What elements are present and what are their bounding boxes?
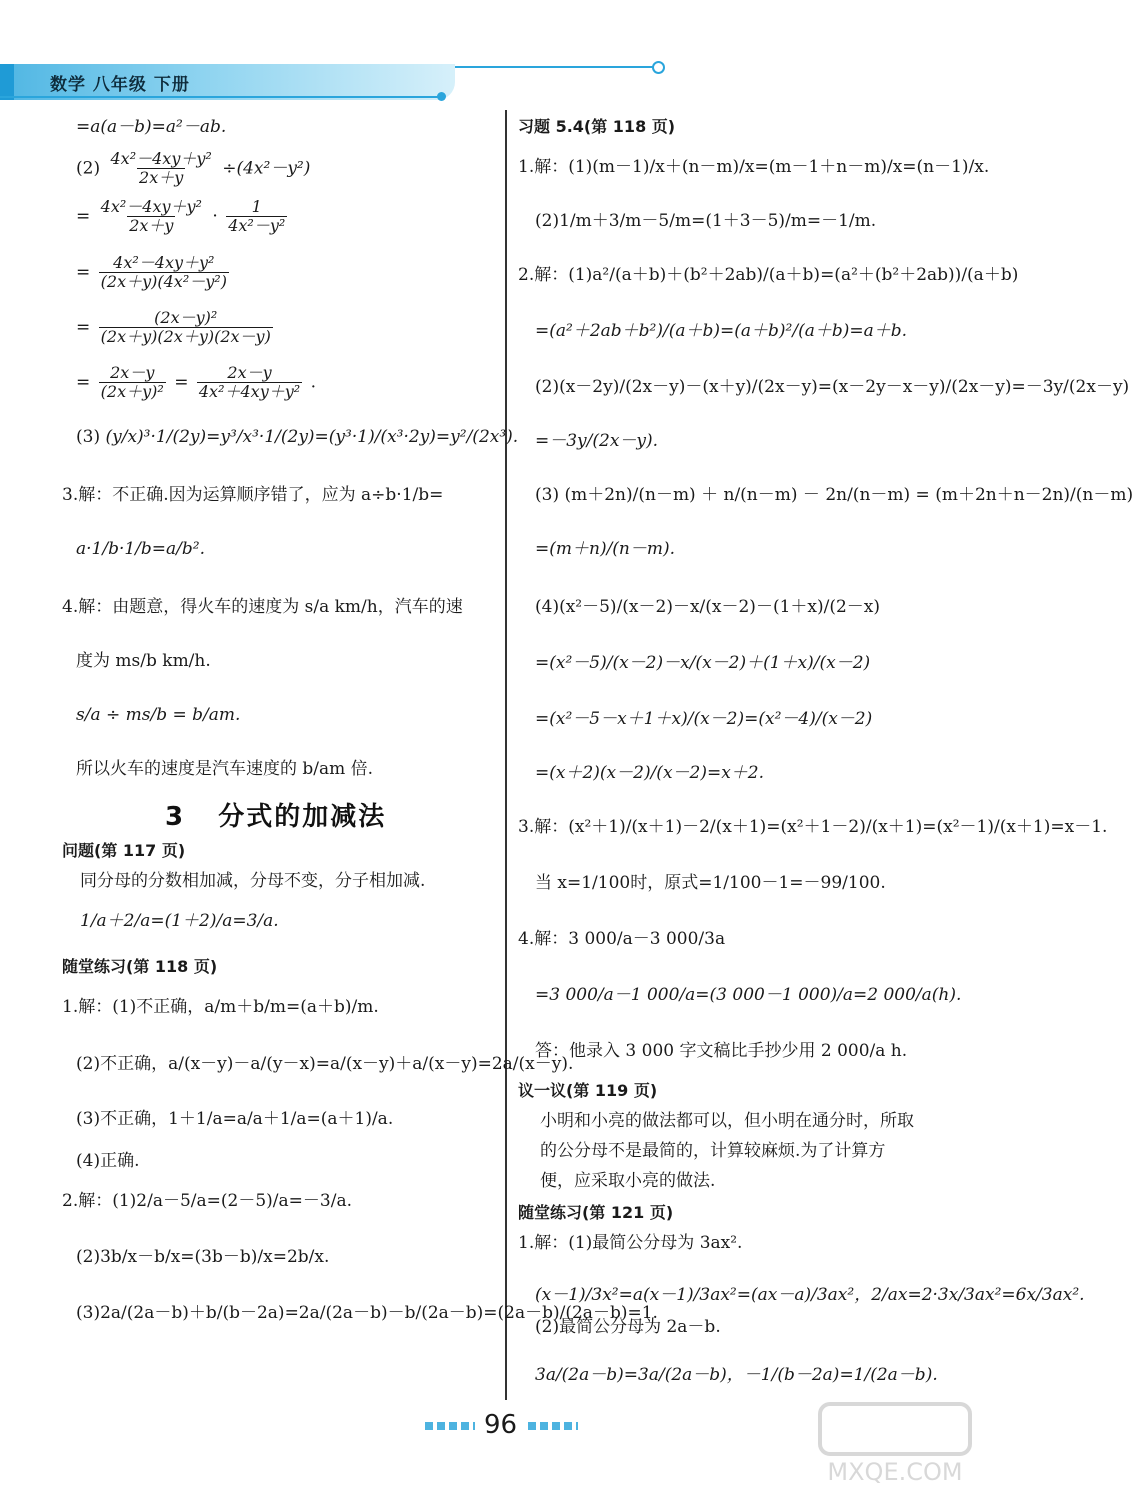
- equation-line: =a(a－b)=a²－ab.: [76, 117, 227, 137]
- answer-paragraph: 1.解：(1)最简公分母为 3ax².: [518, 1233, 743, 1253]
- equation-line: = $\frac{2x-y}{\text{(2x＋y)²}}$ = $\frac{2x-y}{\text{4x²＋4xy＋y²}}$ .: [76, 363, 317, 402]
- page-number: 96: [484, 1410, 518, 1440]
- answer-paragraph: (2)3b/x－b/x=(3b－b)/x=2b/x.: [76, 1247, 330, 1267]
- equation-line: 3a/(2a－b)=3a/(2a－b)，－1/(b－2a)=1/(2a－b).: [535, 1365, 938, 1385]
- answer-paragraph: (3)不正确，1＋1/a=a/a＋1/a=(a＋1)/a.: [76, 1109, 394, 1129]
- answer-paragraph: 2.解：(1)2/a－5/a=(2－5)/a=－3/a.: [62, 1191, 352, 1211]
- answer-paragraph: 的公分母不是最简的，计算较麻烦.为了计算方: [540, 1141, 886, 1161]
- column-divider: [505, 110, 507, 1400]
- equation-line: s/a ÷ ms/b = b/am.: [76, 705, 241, 725]
- header-dot-icon: [652, 61, 665, 74]
- equation-line: = $\frac{\text{4x²－4xy＋y²}}{2x+y}$ · $\frac{1}{\text{4x²－y²}}$: [76, 197, 286, 236]
- equation-line: =－3y/(2x－y).: [535, 431, 659, 451]
- equation-line: =(m＋n)/(n－m).: [535, 539, 676, 559]
- header-stripe: [0, 64, 14, 100]
- answer-paragraph: 3.解：(x²＋1)/(x＋1)－2/(x＋1)=(x²＋1－2)/(x＋1)=(x²－1)/(x＋1)=x－1.: [518, 817, 1108, 837]
- answer-paragraph: 小明和小亮的做法都可以，但小明在通分时，所取: [540, 1111, 914, 1131]
- answer-paragraph: (2)(x－2y)/(2x－y)－(x＋y)/(2x－y)=(x－2y－x－y)/(2x－y)=－3y/(2x－y): [535, 377, 1130, 397]
- answer-paragraph: 4.解：由题意，得火车的速度为 s/a km/h，汽车的速: [62, 597, 463, 617]
- equation-line: a·1/b·1/b=a/b².: [76, 539, 206, 559]
- equation-line: =(x＋2)(x－2)/(x－2)=x＋2.: [535, 763, 765, 783]
- answer-paragraph: 便，应采取小亮的做法.: [540, 1171, 716, 1191]
- answer-paragraph: 1.解：(1)不正确，a/m＋b/m=(a＋b)/m.: [62, 997, 379, 1017]
- answer-paragraph: 同分母的分数相加减，分母不变，分子相加减.: [80, 871, 426, 891]
- answer-paragraph: 度为 ms/b km/h.: [76, 651, 211, 671]
- equation-line: =(a²＋2ab＋b²)/(a＋b)=(a＋b)²/(a＋b)=a＋b.: [535, 321, 908, 341]
- answer-paragraph: (4)(x²－5)/(x－2)－x/(x－2)－(1＋x)/(2－x): [535, 597, 881, 617]
- answer-paragraph: (4)正确.: [76, 1151, 140, 1171]
- answer-paragraph: 2.解：(1)a²/(a＋b)＋(b²＋2ab)/(a＋b)=(a²＋(b²＋2ab))/(a＋b): [518, 265, 1019, 285]
- answer-paragraph: (2)最简公分母为 2a－b.: [535, 1317, 721, 1337]
- equation-line: =(x²－5－x＋1＋x)/(x－2)=(x²－4)/(x－2): [535, 709, 873, 729]
- equation-line: = $\frac{\text{(2x－y)²}}{(2x+y)(2x+y)(2x-y)}$: [76, 308, 271, 347]
- equation-line: (3) (y/x)³·1/(2y)=y³/x³·1/(2y)=(y³·1)/(x³·2y)=y²/(2x³).: [76, 427, 519, 447]
- answer-paragraph: 答：他录入 3 000 字文稿比手抄少用 2 000/a h.: [535, 1041, 908, 1061]
- equation-line: =3 000/a－1 000/a=(3 000－1 000)/a=2 000/a(h).: [535, 985, 962, 1005]
- equation-line: =(x²－5)/(x－2)－x/(x－2)＋(1＋x)/(x－2): [535, 653, 871, 673]
- subheading: 议一议(第 119 页): [518, 1081, 658, 1100]
- equation-line: 1/a＋2/a=(1＋2)/a=3/a.: [80, 911, 279, 931]
- answer-paragraph: 1.解：(1)(m－1)/x＋(n－m)/x=(m－1＋n－m)/x=(n－1)/x.: [518, 157, 990, 177]
- section-title: 3 分式的加减法: [165, 802, 387, 832]
- answer-paragraph: 所以火车的速度是汽车速度的 b/am 倍.: [76, 759, 374, 779]
- subheading: 习题 5.4(第 118 页): [518, 117, 676, 136]
- subheading: 随堂练习(第 118 页): [62, 957, 218, 976]
- book-title: 数学 八年级 下册: [50, 75, 190, 95]
- subheading: 随堂练习(第 121 页): [518, 1203, 674, 1222]
- header-rule-bottom: [0, 96, 440, 98]
- answer-paragraph: 3.解：不正确.因为运算顺序错了，应为 a÷b·1/b=: [62, 485, 444, 505]
- subheading: 问题(第 117 页): [62, 841, 186, 860]
- page-number-decoration: [528, 1422, 578, 1430]
- answer-paragraph: 4.解：3 000/a－3 000/3a: [518, 929, 726, 949]
- svg-text:MXQE.COM: MXQE.COM: [827, 1458, 963, 1486]
- equation-line: = $\frac{\text{4x²－4xy＋y²}}{\text{(2x＋y)(4x²－y²)}}$: [76, 253, 227, 292]
- answer-paragraph: (3) (m＋2n)/(n－m) ＋ n/(n－m) － 2n/(n－m) = (m＋2n＋n－2n)/(n－m): [535, 485, 1133, 505]
- equation-line: (x－1)/3x²=a(x－1)/3ax²=(ax－a)/3ax²，2/ax=2·3x/3ax²=6x/3ax².: [535, 1285, 1085, 1305]
- answer-paragraph: (3)2a/(2a－b)＋b/(b－2a)=2a/(2a－b)－b/(2a－b)=(2a－b)/(2a－b)=1.: [76, 1303, 658, 1323]
- watermark-logo: [800, 1400, 990, 1488]
- equation-line: (2) $\frac{\text{4x²－4xy＋y²}}{2x+y}$ ÷(4x²－y²): [76, 149, 311, 188]
- answer-paragraph: (2)不正确，a/(x－y)－a/(y－x)=a/(x－y)＋a/(x－y)=2a/(x－y).: [76, 1054, 574, 1074]
- answer-paragraph: (2)1/m＋3/m－5/m=(1＋3－5)/m=－1/m.: [535, 211, 877, 231]
- page-number-decoration: [425, 1422, 475, 1430]
- header-dot-icon: [437, 92, 446, 101]
- answer-paragraph: 当 x=1/100时，原式=1/100－1=－99/100.: [535, 873, 886, 893]
